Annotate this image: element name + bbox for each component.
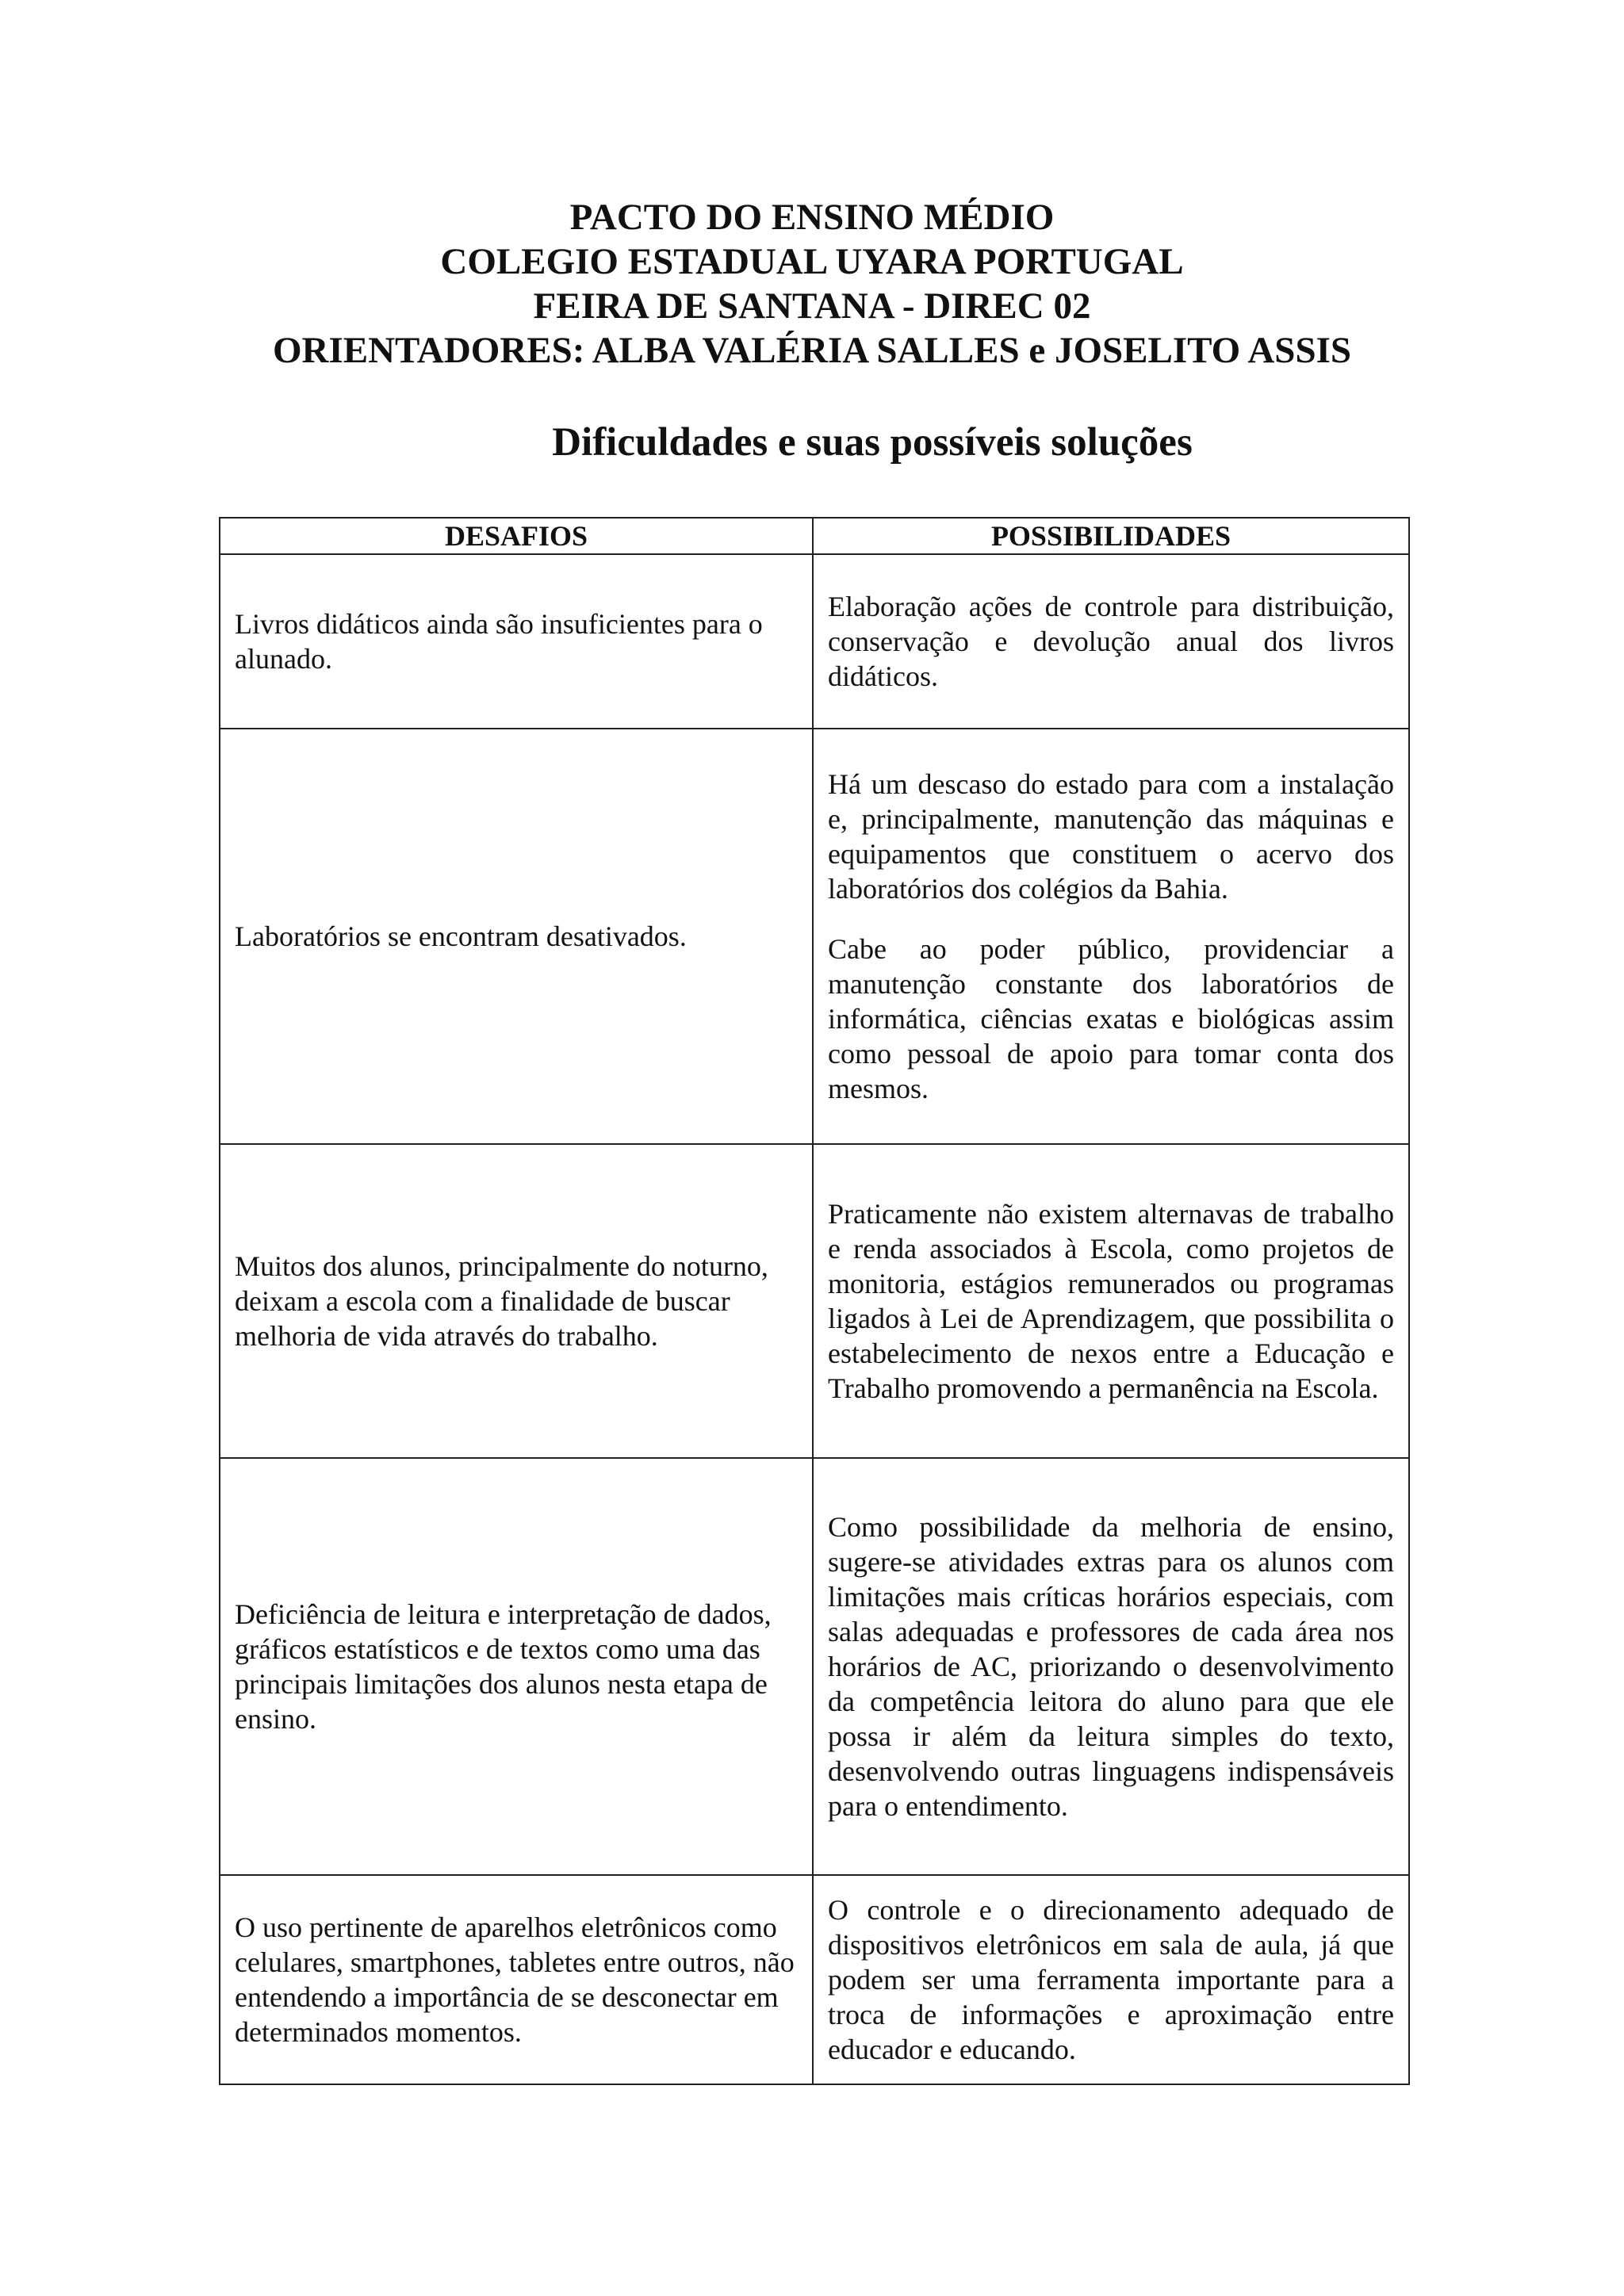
- desafio-text: Livros didáticos ainda são insuficientes para o alunado.: [235, 608, 763, 675]
- desafio-text: Muitos dos alunos, principalmente do noturno, deixam a escola com a finalidade de buscar melhoria de vida através do trabalho.: [235, 1250, 768, 1352]
- challenges-table: [219, 517, 1410, 2085]
- possibilidade-text: Cabe ao poder público, providenciar a manutenção constante dos laboratórios de informática, ciências exatas e biológicas assim como pessoal de apoio para tomar conta dos mesmos.: [828, 933, 1394, 1104]
- header-line-school: COLEGIO ESTADUAL UYARA PORTUGAL: [440, 241, 1184, 282]
- possibilidade-text: O controle e o direcionamento adequado de dispositivos eletrônicos em sala de aula, já que podem ser uma ferramenta importante para a troca de informações e aproximação entre educador e educando.: [828, 1894, 1394, 2065]
- desafio-text: O uso pertinente de aparelhos eletrônicos como celulares, smartphones, tabletes entre outros, não entendendo a importância de se desconectar em determinados momentos.: [235, 1911, 795, 2048]
- possibilidade-cell: [813, 1458, 1409, 1875]
- desafio-cell: [220, 1144, 813, 1458]
- possibilidade-text: Como possibilidade da melhoria de ensino, sugere-se atividades extras para os alunos com limitações mais críticas horários especiais, com salas adequadas e professores de cada área nos horários de AC, priorizando o desenvolvimento da competência leitora do aluno para que ele possa ir além da leitura simples do texto, desenvolvendo outras linguagens indispensáveis para o entendimento.: [828, 1511, 1394, 1822]
- desafio-cell: [220, 554, 813, 729]
- desafio-text: Deficiência de leitura e interpretação de dados, gráficos estatísticos e de textos como uma das principais limitações dos alunos nesta etapa de ensino.: [235, 1598, 772, 1735]
- possibilidade-text: Praticamente não existem alternavas de trabalho e renda associados à Escola, como projetos de monitoria, estágios remunerados ou programas ligados à Lei de Aprendizagem, que possibilita o estabelecimento de nexos entre a Educação e Trabalho promovendo a permanência na Escola.: [828, 1198, 1394, 1404]
- column-header-possibilidades: POSSIBILIDADES: [813, 518, 1409, 554]
- possibilidade-text: Há um descaso do estado para com a instalação e, principalmente, manutenção das máquinas e equipamentos que constituem o acervo dos laboratórios dos colégios da Bahia.: [828, 768, 1394, 905]
- document-header: [0, 195, 1624, 373]
- document-subtitle: Dificuldades e suas possíveis soluções: [552, 420, 1193, 465]
- table-row: [220, 729, 1409, 1144]
- possibilidade-cell: [813, 729, 1409, 1144]
- table-header-row: [220, 518, 1409, 554]
- table-row: [220, 1875, 1409, 2084]
- desafio-cell: [220, 729, 813, 1144]
- table-row: [220, 1144, 1409, 1458]
- column-header-desafios: DESAFIOS: [220, 518, 813, 554]
- desafio-cell: [220, 1875, 813, 2084]
- desafio-cell: [220, 1458, 813, 1875]
- table-row: [220, 1458, 1409, 1875]
- header-line-city: FEIRA DE SANTANA - DIREC 02: [533, 285, 1091, 327]
- header-line-program: PACTO DO ENSINO MÉDIO: [569, 197, 1055, 238]
- table-row: [220, 554, 1409, 729]
- header-line-advisors: ORIENTADORES: ALBA VALÉRIA SALLES e JOSELITO ASSIS: [272, 330, 1352, 371]
- possibilidade-cell: [813, 554, 1409, 729]
- possibilidade-cell: [813, 1875, 1409, 2084]
- desafio-text: Laboratórios se encontram desativados.: [235, 920, 687, 952]
- possibilidade-cell: [813, 1144, 1409, 1458]
- possibilidade-text: Elaboração ações de controle para distribuição, conservação e devolução anual dos livros didáticos.: [828, 591, 1394, 692]
